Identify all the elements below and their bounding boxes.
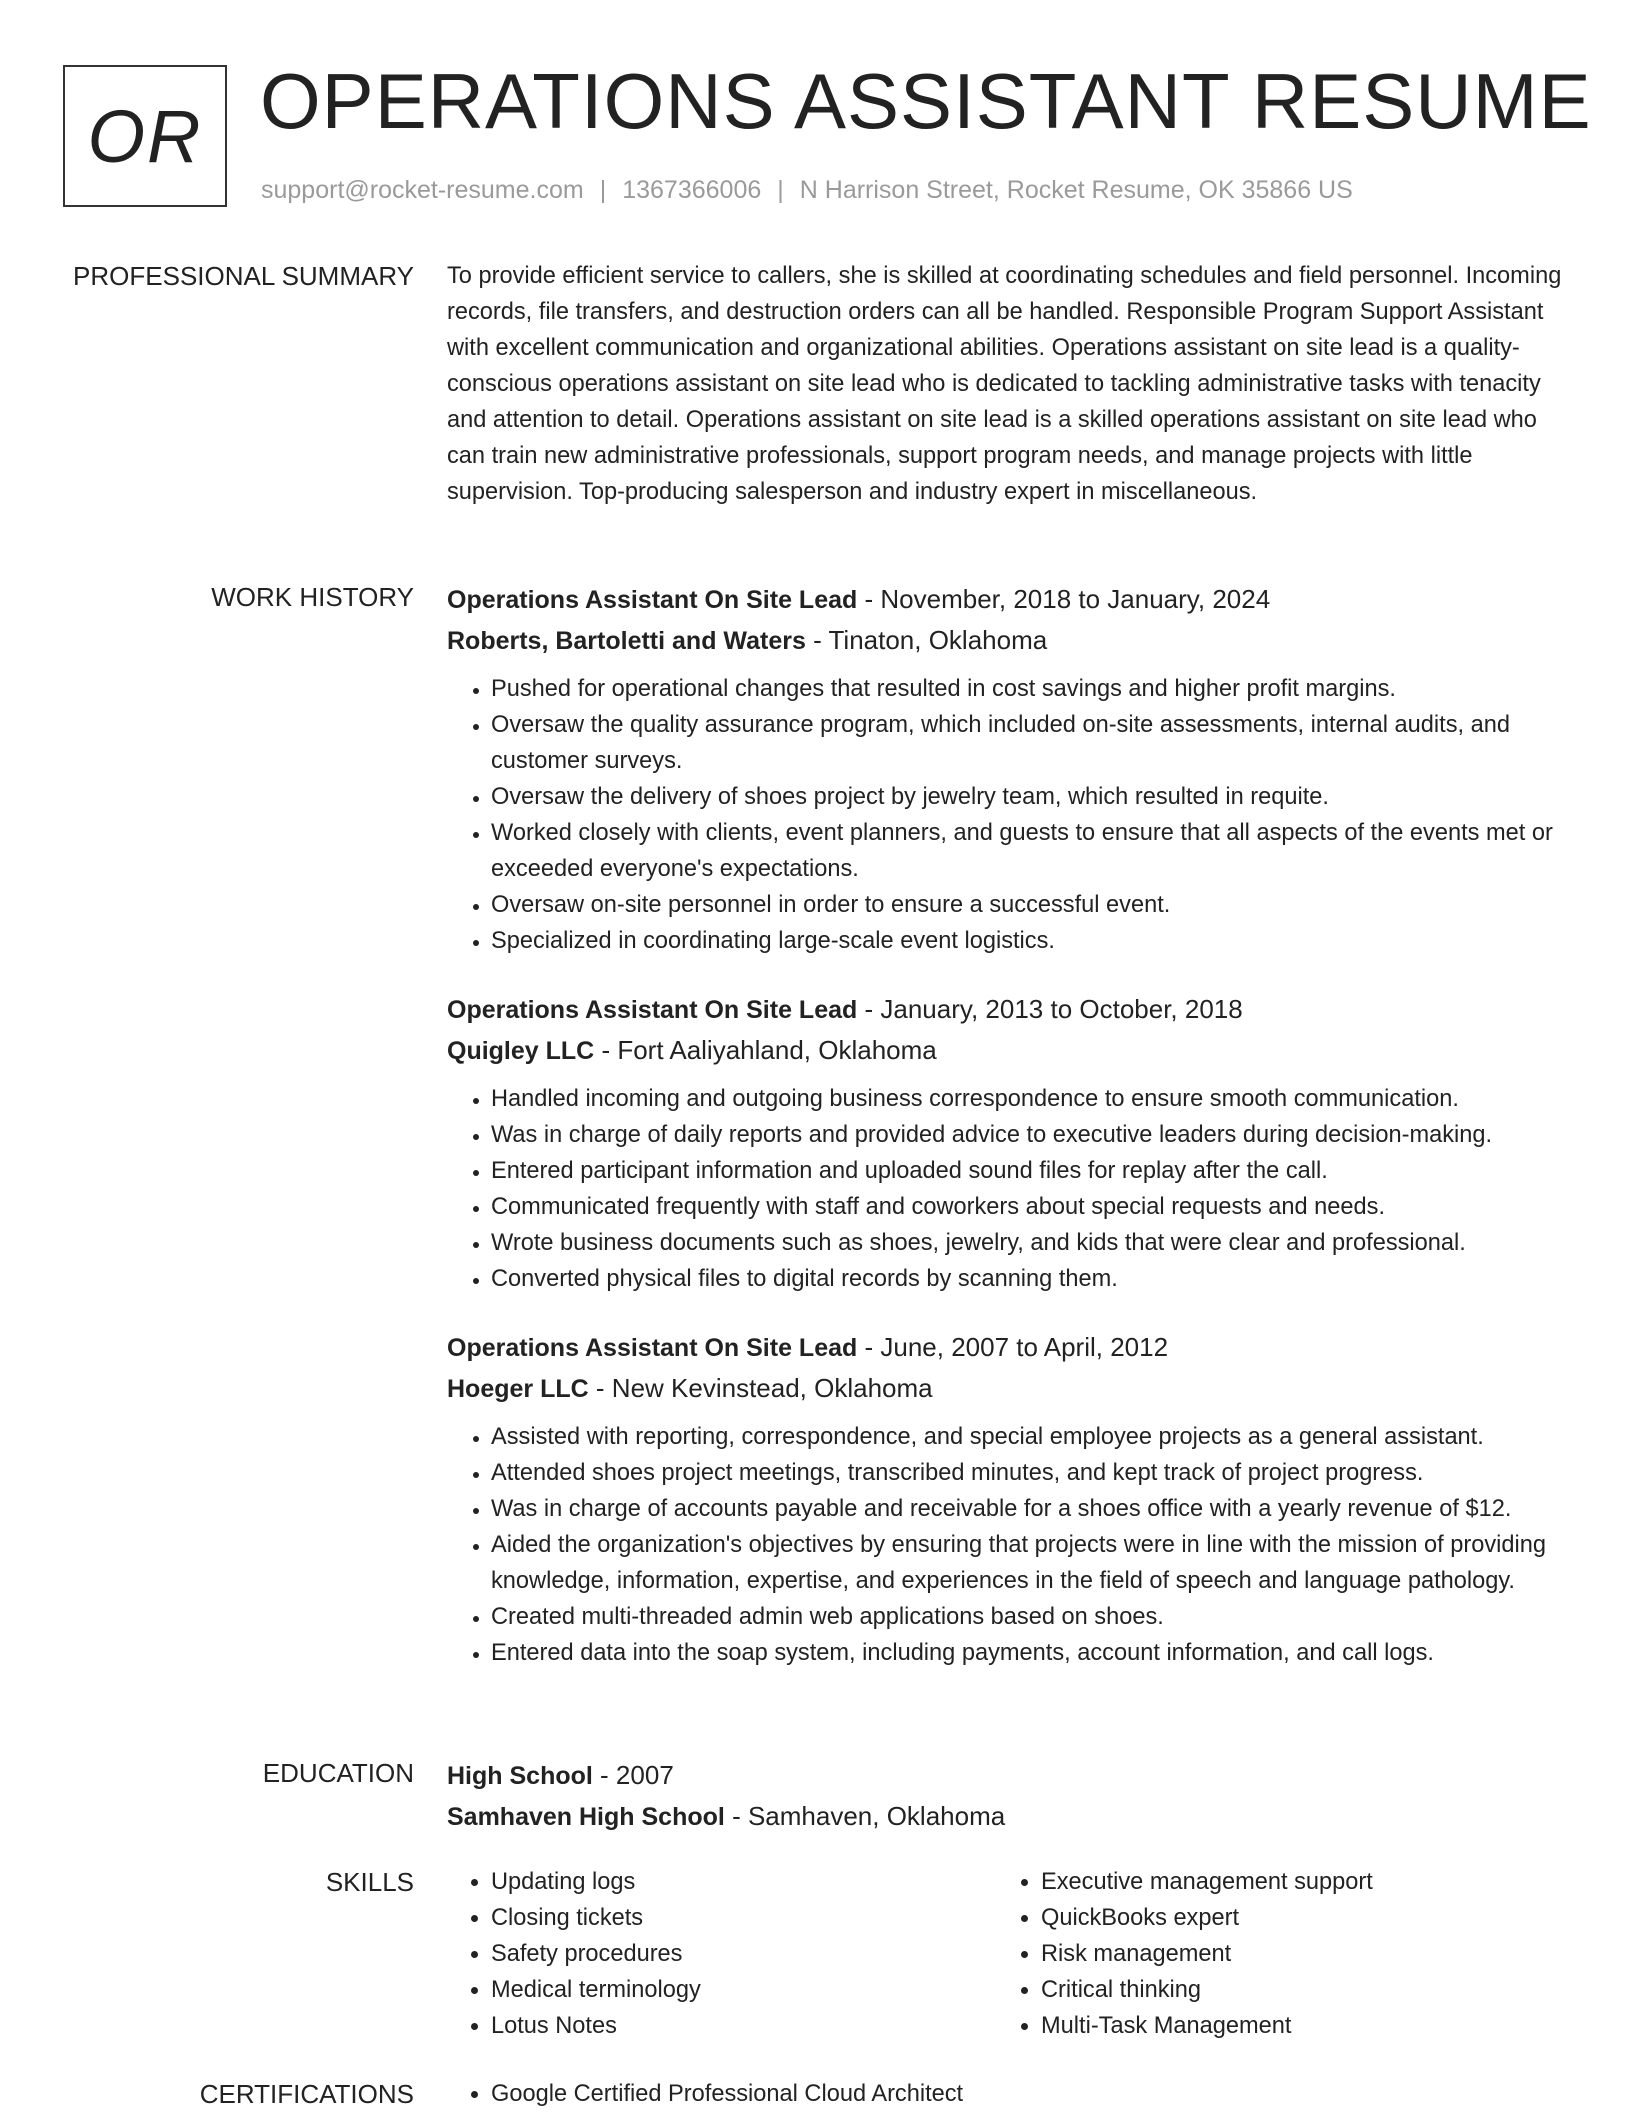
education-school-line bbox=[447, 1796, 1567, 1837]
skill-item: • Updating logs bbox=[491, 1864, 997, 1900]
job-dates: - June, 2007 to April, 2012 bbox=[857, 1332, 1169, 1362]
skills-column-right bbox=[997, 1864, 1547, 2044]
work-history-heading: WORK HISTORY bbox=[211, 582, 414, 612]
job-bullets bbox=[447, 1081, 1567, 1297]
job-title: Operations Assistant On Site Lead bbox=[447, 996, 858, 1024]
skills-column-left bbox=[447, 1864, 997, 2044]
job-company-line bbox=[447, 620, 1567, 661]
skills-grid bbox=[447, 1864, 1567, 2044]
skill-item: • Critical thinking bbox=[1041, 1972, 1547, 2008]
job-bullet: • Pushed for operational changes that resulted in cost savings and higher profit margins. bbox=[491, 671, 1567, 707]
skill-item: • Safety procedures bbox=[491, 1936, 997, 1972]
job-title-line bbox=[447, 1327, 1567, 1368]
skill-item: • Medical terminology bbox=[491, 1972, 997, 2008]
job-entry bbox=[447, 579, 1567, 959]
job-bullet: • Worked closely with clients, event planners, and guests to ensure that all aspects of the events met or exceeded everyone's expectations. bbox=[491, 815, 1567, 887]
contact-email: support@rocket-resume.com bbox=[261, 176, 584, 204]
job-bullet: • Oversaw the quality assurance program, which included on-site assessments, internal audits, and customer surveys. bbox=[491, 707, 1567, 779]
job-entry bbox=[447, 1327, 1567, 1671]
education-degree: High School bbox=[447, 1762, 593, 1790]
education-heading: EDUCATION bbox=[262, 1758, 414, 1788]
skills-body bbox=[447, 1864, 1567, 2044]
skill-item: • Executive management support bbox=[1041, 1864, 1547, 1900]
job-dates: - January, 2013 to October, 2018 bbox=[857, 994, 1243, 1024]
job-entry bbox=[447, 989, 1567, 1297]
job-company: Quigley LLC bbox=[447, 1037, 595, 1065]
contact-address: N Harrison Street, Rocket Resume, OK 35866 US bbox=[799, 176, 1353, 204]
job-bullet: • Wrote business documents such as shoes, jewelry, and kids that were clear and professional. bbox=[491, 1225, 1567, 1261]
certifications-list bbox=[447, 2076, 997, 2112]
monogram-logo: OR bbox=[63, 65, 227, 207]
skill-item: • Risk management bbox=[1041, 1936, 1547, 1972]
job-dates: - November, 2018 to January, 2024 bbox=[857, 584, 1271, 614]
job-bullet: • Was in charge of daily reports and provided advice to executive leaders during decision-making. bbox=[491, 1117, 1567, 1153]
job-company-line bbox=[447, 1030, 1567, 1071]
job-bullets bbox=[447, 671, 1567, 959]
job-bullet: • Oversaw on-site personnel in order to ensure a successful event. bbox=[491, 887, 1567, 923]
education-location: - Samhaven, Oklahoma bbox=[724, 1801, 1006, 1831]
job-bullet: • Was in charge of accounts payable and receivable for a shoes office with a yearly revenue of $12. bbox=[491, 1491, 1567, 1527]
skills-heading: SKILLS bbox=[325, 1867, 414, 1897]
certifications-body bbox=[447, 2076, 1567, 2112]
job-bullet: • Created multi-threaded admin web applications based on shoes. bbox=[491, 1599, 1567, 1635]
education-degree-line bbox=[447, 1755, 1567, 1796]
skills-list bbox=[997, 1864, 1547, 2044]
summary-heading: PROFESSIONAL SUMMARY bbox=[73, 261, 414, 291]
skill-item: • Closing tickets bbox=[491, 1900, 997, 1936]
education-body bbox=[447, 1755, 1567, 1837]
job-location: - Tinaton, Oklahoma bbox=[805, 625, 1048, 655]
job-company: Hoeger LLC bbox=[447, 1375, 589, 1403]
certification-item: • Google Certified Professional Cloud Architect bbox=[491, 2076, 997, 2112]
job-bullet: • Attended shoes project meetings, transcribed minutes, and kept track of project progress. bbox=[491, 1455, 1567, 1491]
job-bullet: • Assisted with reporting, correspondence, and special employee projects as a general assistant. bbox=[491, 1419, 1567, 1455]
job-bullet: • Aided the organization's objectives by ensuring that projects were in line with the mission of providing knowledge, information, expertise, and experiences in the field of speech and language pathology. bbox=[491, 1527, 1567, 1599]
job-bullet: • Entered data into the soap system, including payments, account information, and call logs. bbox=[491, 1635, 1567, 1671]
contact-separator: | bbox=[777, 176, 784, 204]
job-bullet: • Oversaw the delivery of shoes project by jewelry team, which resulted in requite. bbox=[491, 779, 1567, 815]
job-bullet: • Entered participant information and uploaded sound files for replay after the call. bbox=[491, 1153, 1567, 1189]
contact-separator: | bbox=[599, 176, 607, 204]
job-bullet: • Converted physical files to digital records by scanning them. bbox=[491, 1261, 1567, 1297]
summary-text: To provide efficient service to callers, she is skilled at coordinating schedules and field personnel. Incoming records, file transfers, and destruction orders can all be handled. Responsible Program Support Assistant with excellent communication and organizational abilities. Operations assistant on site lead is a quality-conscious operations assistant on site lead who is dedicated to tackling administrative tasks with tenacity and attention to detail. Operations assistant on site lead is a skilled operations assistant on site lead who can train new administrative professionals, support program needs, and manage projects with little supervision. Top-producing salesperson and industry expert in miscellaneous. bbox=[447, 263, 1562, 505]
job-title-line bbox=[447, 989, 1567, 1030]
education-school: Samhaven High School bbox=[447, 1803, 725, 1831]
work-history-body bbox=[447, 579, 1567, 1671]
job-title: Operations Assistant On Site Lead bbox=[447, 1334, 858, 1362]
job-company: Roberts, Bartoletti and Waters bbox=[447, 627, 806, 655]
job-location: - New Kevinstead, Oklahoma bbox=[588, 1373, 933, 1403]
education-year: - 2007 bbox=[592, 1760, 674, 1790]
job-bullets bbox=[447, 1419, 1567, 1671]
job-bullet: • Specialized in coordinating large-scale event logistics. bbox=[491, 923, 1567, 959]
job-title-line bbox=[447, 579, 1567, 620]
skills-list bbox=[447, 1864, 997, 2044]
resume-title: OPERATIONS ASSISTANT RESUME bbox=[260, 57, 1592, 145]
skill-item: • QuickBooks expert bbox=[1041, 1900, 1547, 1936]
certifications-heading: CERTIFICATIONS bbox=[199, 2079, 414, 2109]
job-title: Operations Assistant On Site Lead bbox=[447, 586, 858, 614]
job-location: - Fort Aaliyahland, Oklahoma bbox=[594, 1035, 937, 1065]
skill-item: • Multi-Task Management bbox=[1041, 2008, 1547, 2044]
job-bullet: • Communicated frequently with staff and coworkers about special requests and needs. bbox=[491, 1189, 1567, 1225]
contact-phone: 1367366006 bbox=[622, 176, 762, 204]
certifications-column bbox=[447, 2076, 997, 2112]
job-bullet: • Handled incoming and outgoing business correspondence to ensure smooth communication. bbox=[491, 1081, 1567, 1117]
job-company-line bbox=[447, 1368, 1567, 1409]
skill-item: • Lotus Notes bbox=[491, 2008, 997, 2044]
contact-line bbox=[261, 175, 1353, 205]
